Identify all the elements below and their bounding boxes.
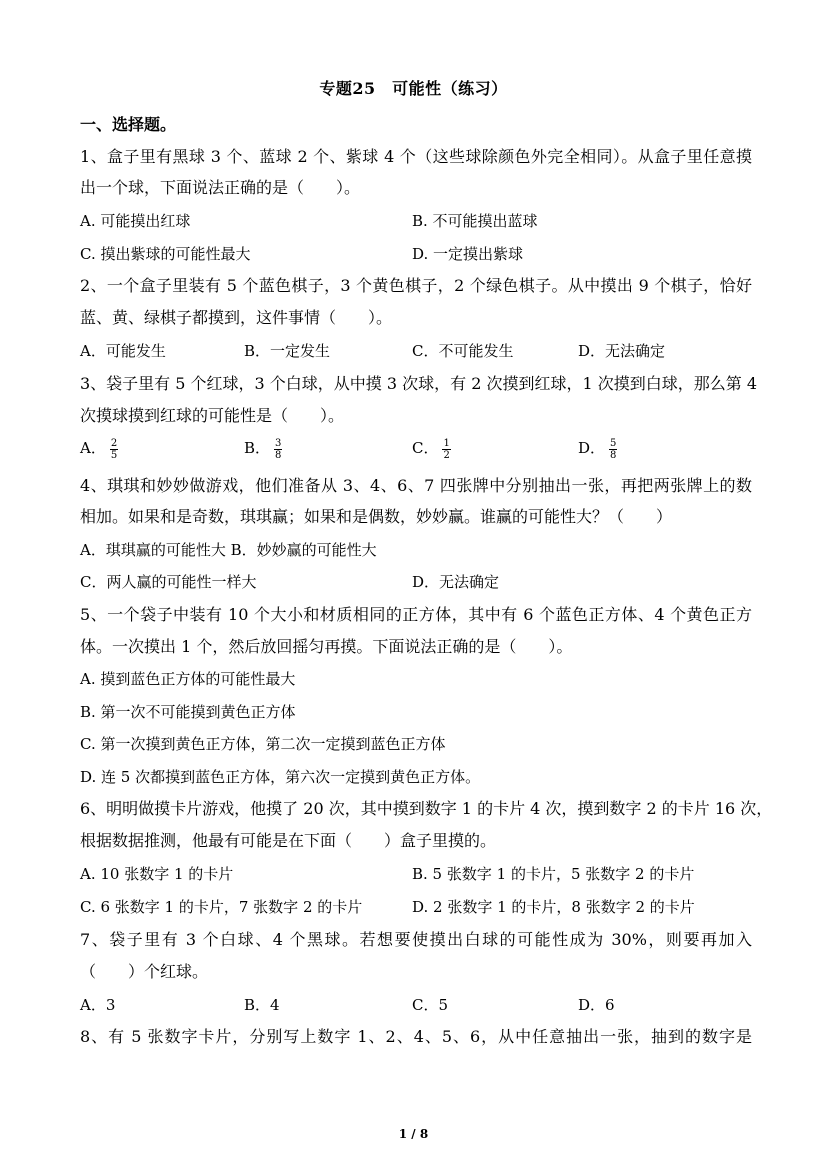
fraction-b-numerator: 3 — [275, 437, 282, 449]
question-4-line-1: 4、琪琪和妙妙做游戏，他们准备从 3、4、6、7 四张牌中分别抽出一张，再把两张牌上的数 — [80, 476, 752, 495]
question-5-option-b: B. 第一次不可能摸到黄色正方体 — [80, 703, 296, 721]
question-2-option-a: A．可能发生 — [80, 342, 166, 360]
question-5-option-c: C. 第一次摸到黄色正方体，第二次一定摸到蓝色正方体 — [80, 735, 446, 753]
question-7-option-d: D．6 — [578, 996, 615, 1014]
question-2-line-2: 蓝、黄、绿棋子都摸到，这件事情（ ）。 — [80, 308, 393, 327]
question-3-option-a — [80, 437, 118, 461]
question-7-option-b: B．4 — [244, 996, 280, 1014]
option-d-label: D． — [578, 439, 606, 457]
question-3-option-b — [244, 437, 282, 461]
fraction-c-denominator: 2 — [443, 449, 450, 461]
question-3-line-1: 3、袋子里有 5 个红球，3 个白球，从中摸 3 次球，有 2 次摸到红球，1 次摸到白球，那么第 4 — [80, 374, 758, 393]
question-6-line-2: 根据数据推测，他最有可能是在下面（ ）盒子里摸的。 — [80, 831, 497, 850]
fraction-b — [274, 438, 282, 461]
question-2-option-c: C．不可能发生 — [412, 342, 514, 360]
fraction-a-numerator: 2 — [110, 437, 118, 449]
question-4-options-ab: A．琪琪赢的可能性大 B．妙妙赢的可能性大 — [80, 541, 377, 559]
question-5-option-d: D. 连 5 次都摸到蓝色正方体，第六次一定摸到黄色正方体。 — [80, 768, 481, 786]
question-3-line-2: 次摸球摸到红球的可能性是（ ）。 — [80, 406, 345, 425]
page-number: 1 / 8 — [398, 1127, 429, 1141]
question-1-line-2: 出一个球，下面说法正确的是（ ）。 — [80, 178, 361, 197]
question-1-option-b: B. 不可能摸出蓝球 — [412, 212, 538, 230]
question-7-line-1: 7、袋子里有 3 个白球、4 个黑球。若想要使摸出白球的可能性成为 30%，则要再加入 — [80, 930, 752, 949]
fraction-d-numerator: 5 — [610, 437, 617, 449]
question-7-option-c: C．5 — [412, 996, 449, 1014]
question-1-line-1: 1、盒子里有黑球 3 个、蓝球 2 个、紫球 4 个（这些球除颜色外完全相同）。从盒子里任意摸 — [80, 147, 752, 166]
option-c-label: C． — [412, 439, 439, 457]
question-6-line-1: 6、明明做摸卡片游戏，他摸了 20 次，其中摸到数字 1 的卡片 4 次，摸到数字 2 的卡片 16 次， — [80, 799, 773, 818]
section-heading: 一、选择题。 — [80, 115, 177, 134]
option-a-label: A． — [80, 439, 106, 457]
page-title: 专题25 可能性（练习） — [319, 79, 508, 98]
question-6-option-a: A. 10 张数字 1 的卡片 — [80, 865, 234, 883]
question-1-option-a: A. 可能摸出红球 — [80, 212, 191, 230]
question-7-line-2: （ ）个红球。 — [80, 962, 209, 981]
fraction-d — [609, 438, 617, 461]
question-3-option-d — [578, 437, 617, 461]
fraction-c-numerator: 1 — [443, 437, 450, 449]
fraction-a-denominator: 5 — [110, 449, 118, 461]
question-3-option-c — [412, 437, 451, 461]
question-2-line-1: 2、一个盒子里装有 5 个蓝色棋子，3 个黄色棋子，2 个绿色棋子。从中摸出 9 个棋子，恰好 — [80, 276, 752, 295]
question-4-line-2: 相加。如果和是奇数，琪琪赢；如果和是偶数，妙妙赢。谁赢的可能性大？（ ） — [80, 507, 673, 526]
question-4-option-d: D．无法确定 — [412, 573, 500, 591]
question-6-option-b: B. 5 张数字 1 的卡片，5 张数字 2 的卡片 — [412, 865, 695, 883]
question-6-option-d: D. 2 张数字 1 的卡片，8 张数字 2 的卡片 — [412, 898, 695, 916]
question-1-option-c: C. 摸出紫球的可能性最大 — [80, 245, 251, 263]
question-5-option-a: A. 摸到蓝色正方体的可能性最大 — [80, 670, 296, 688]
question-5-line-1: 5、一个袋子中装有 10 个大小和材质相同的正方体，其中有 6 个蓝色正方体、4 个黄色正方 — [80, 605, 752, 624]
question-4-option-c: C．两人赢的可能性一样大 — [80, 573, 257, 591]
question-6-option-c: C. 6 张数字 1 的卡片，7 张数字 2 的卡片 — [80, 898, 363, 916]
question-1-option-d: D. 一定摸出紫球 — [412, 245, 524, 263]
fraction-c — [442, 438, 450, 461]
question-7-option-a: A．3 — [80, 996, 116, 1014]
fraction-b-denominator: 8 — [275, 449, 282, 461]
question-5-line-2: 体。一次摸出 1 个，然后放回摇匀再摸。下面说法正确的是（ ）。 — [80, 637, 573, 656]
question-2-option-b: B．一定发生 — [244, 342, 331, 360]
question-2-option-d: D．无法确定 — [578, 342, 666, 360]
fraction-a — [110, 438, 118, 461]
question-8-line-1: 8、有 5 张数字卡片，分别写上数字 1、2、4、5、6，从中任意抽出一张，抽到的数字是 — [80, 1027, 752, 1046]
option-b-label: B． — [244, 439, 271, 457]
fraction-d-denominator: 8 — [610, 449, 617, 461]
